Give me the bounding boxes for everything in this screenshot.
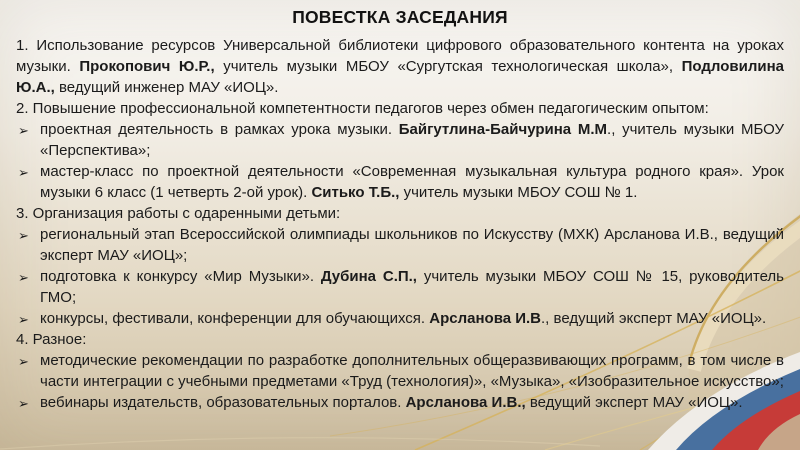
agenda-bullet-item <box>16 224 784 266</box>
agenda-item-text: подготовка к конкурсу «Мир Музыки». Дубина С.П., учитель музыки МБОУ СОШ № 15, руководитель ГМО; <box>40 268 784 306</box>
agenda-item-text: вебинары издательств, образовательных порталов. Арсланова И.В., ведущий эксперт МАУ «ИОЦ». <box>40 394 743 411</box>
arrow-bullet-icon: ➢ <box>18 227 29 243</box>
agenda-item-text: 3. Организация работы с одаренными детьми: <box>16 205 341 222</box>
agenda-numbered-item <box>16 35 784 98</box>
arrow-bullet-icon: ➢ <box>18 269 29 285</box>
agenda-bullet-item <box>16 161 784 203</box>
arrow-bullet-icon: ➢ <box>18 164 29 180</box>
agenda-item-text: 1. Использование ресурсов Универсальной библиотеки цифрового образовательного контента на уроках музыки. Прокопович Ю.Р., учитель музыки МБОУ «Сургутская технологическая школа», Подловилина Ю.А., ведущий инженер МАУ «ИОЦ». <box>16 37 784 96</box>
arrow-bullet-icon: ➢ <box>18 395 29 411</box>
agenda-bullet-item <box>16 350 784 392</box>
slide-title: ПОВЕСТКА ЗАСЕДАНИЯ <box>292 7 508 27</box>
agenda-numbered-item <box>16 98 784 119</box>
arrow-bullet-icon: ➢ <box>18 122 29 138</box>
agenda-bullet-item <box>16 392 784 413</box>
agenda-numbered-item <box>16 329 784 350</box>
agenda-item-text: проектная деятельность в рамках урока музыки. Байгутлина-Байчурина М.М., учитель музыки МБОУ «Перспектива»; <box>40 121 784 159</box>
agenda-numbered-item <box>16 203 784 224</box>
agenda-bullet-item <box>16 308 784 329</box>
arrow-bullet-icon: ➢ <box>18 311 29 327</box>
agenda-item-text: мастер-класс по проектной деятельности «Современная музыкальная культура родного края». Урок музыки 6 класс (1 четверть 2-ой урок). Ситько Т.Б., учитель музыки МБОУ СОШ № 1. <box>40 163 784 201</box>
agenda-bullet-item <box>16 266 784 308</box>
agenda-item-text: методические рекомендации по разработке дополнительных общеразвивающих программ, в том числе в части интеграции с учебными предметами «Труд (технология)», «Музыка», «Изобразительное искусство»; <box>40 352 784 390</box>
agenda-item-text: конкурсы, фестивали, конференции для обучающихся. Арсланова И.В., ведущий эксперт МАУ «ИОЦ». <box>40 310 767 327</box>
agenda-item-text: региональный этап Всероссийской олимпиады школьников по Искусству (МХК) Арсланова И.В., ведущий эксперт МАУ «ИОЦ»; <box>40 226 784 264</box>
agenda-item-text: 4. Разное: <box>16 331 87 348</box>
agenda-list <box>16 35 784 413</box>
agenda-item-text: 2. Повышение профессиональной компетентности педагогов через обмен педагогическим опытом: <box>16 100 709 117</box>
arrow-bullet-icon: ➢ <box>18 353 29 369</box>
agenda-bullet-item <box>16 119 784 161</box>
